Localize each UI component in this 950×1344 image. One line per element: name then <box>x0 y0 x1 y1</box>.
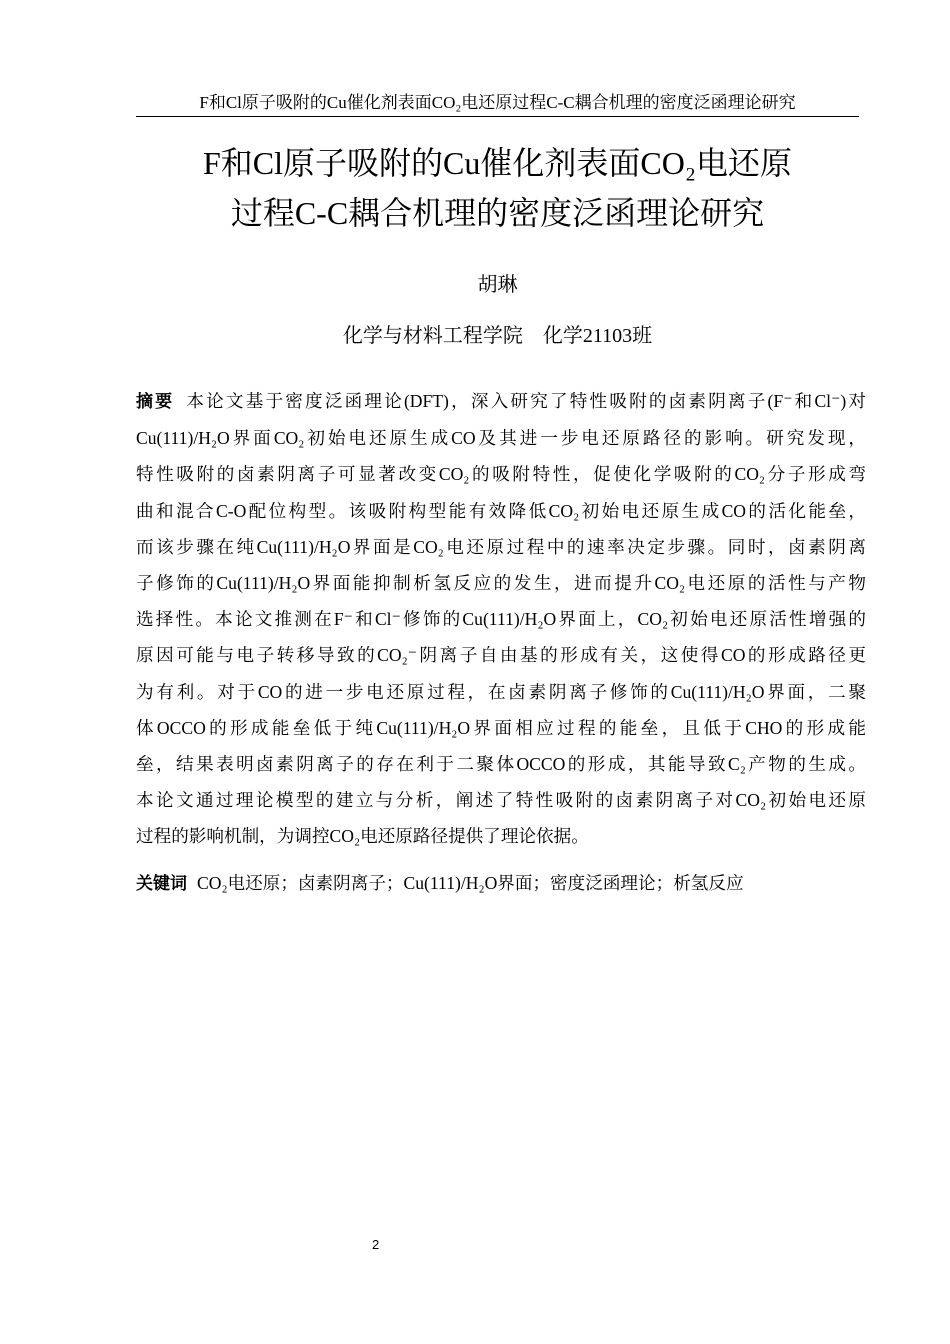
paper-title <box>100 138 895 238</box>
abstract-line <box>136 383 866 420</box>
title-line-2: 过程C-C耦合机理的密度泛函理论研究 <box>230 195 765 231</box>
abstract-line: 曲和混合C-O配位构型。该吸附构型能有效降低CO₂初始电还原生成CO的活化能垒， <box>136 500 866 521</box>
abstract-line: 为有利。对于CO的进一步电还原过程，在卤素阴离子修饰的Cu(111)/H₂O界面，二聚 <box>136 681 866 702</box>
abstract <box>136 383 866 855</box>
abstract-line: Cu(111)/H₂O界面CO₂初始电还原生成CO及其进一步电还原路径的影响。研究发现， <box>136 428 866 449</box>
abstract-line: 本论文通过理论模型的建立与分析，阐述了特性吸附的卤素阴离子对CO₂初始电还原 <box>136 790 866 811</box>
abstract-line: 体OCCO的形成能垒低于纯Cu(111)/H₂O界面相应过程的能垒，且低于CHO的形成能 <box>136 717 866 738</box>
abstract-label: 摘要 <box>136 392 175 412</box>
abstract-line: 原因可能与电子转移导致的CO₂⁻阴离子自由基的形成有关，这使得CO的形成路径更 <box>136 645 866 666</box>
abstract-line-text: 本论文基于密度泛函理论(DFT)，深入研究了特性吸附的卤素阴离子(F⁻和Cl⁻)对 <box>186 391 866 411</box>
keywords-text: CO₂电还原；卤素阴离子；Cu(111)/H₂O界面；密度泛函理论；析氢反应 <box>197 873 744 893</box>
keywords <box>136 868 866 899</box>
abstract-line: 子修饰的Cu(111)/H₂O界面能抑制析氢反应的发生，进而提升CO₂电还原的活性与产物 <box>136 573 866 594</box>
keywords-label: 关键词 <box>136 874 187 894</box>
abstract-line: 过程的影响机制，为调控CO₂电还原路径提供了理论依据。 <box>136 826 589 847</box>
running-header: F和Cl原子吸附的Cu催化剂表面CO₂电还原过程C-C耦合机理的密度泛函理论研究 <box>199 93 796 112</box>
header-rule <box>136 116 859 117</box>
abstract-line: 特性吸附的卤素阴离子可显著改变CO₂的吸附特性，促使化学吸附的CO₂分子形成弯 <box>136 464 866 485</box>
abstract-line: 选择性。本论文推测在F⁻和Cl⁻修饰的Cu(111)/H₂O界面上，CO₂初始电还原活性增强的 <box>136 609 866 630</box>
page-number: 2 <box>372 1237 380 1252</box>
abstract-line: 垒，结果表明卤素阴离子的存在利于二聚体OCCO的形成，其能导致C₂产物的生成。 <box>136 754 866 775</box>
author-name: 胡琳 <box>477 274 518 296</box>
abstract-line: 而该步骤在纯Cu(111)/H₂O界面是CO₂电还原过程中的速率决定步骤。同时，卤素阴离 <box>136 536 866 557</box>
title-line-1: F和Cl原子吸附的Cu催化剂表面CO₂电还原 <box>203 145 792 181</box>
author-affiliation: 化学与材料工程学院 化学21103班 <box>342 325 653 347</box>
